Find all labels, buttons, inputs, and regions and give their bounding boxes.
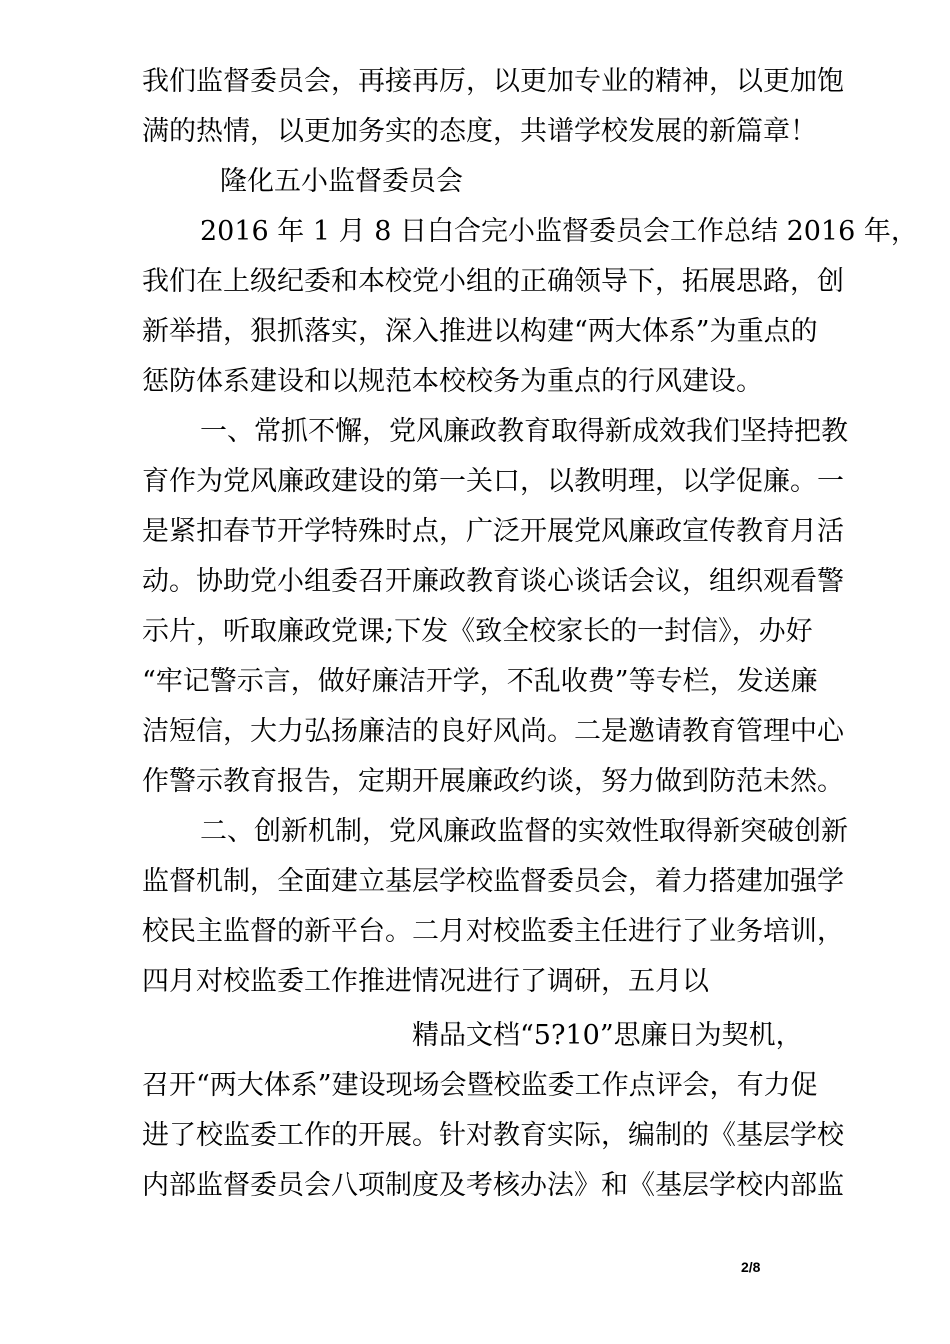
text-line: 作警示教育报告，定期开展廉政约谈，努力做到防范未然。 bbox=[142, 766, 844, 797]
text-line: 满的热情，以更加务实的态度，共谱学校发展的新篇章！ bbox=[142, 116, 817, 147]
text-line: 进了校监委工作的开展。针对教育实际，编制的《基层学校 bbox=[142, 1120, 844, 1151]
page-number: 2/8 bbox=[741, 1259, 761, 1275]
text-line: 示片，听取廉政党课;下发《致全校家长的一封信》，办好 bbox=[142, 616, 813, 647]
section-heading-line: 一、常抓不懈，党风廉政教育取得新成效我们坚持把教 bbox=[200, 416, 848, 447]
signature-line: 隆化五小监督委员会 bbox=[220, 166, 463, 197]
text-line: 新举措，狠抓落实，深入推进以构建“两大体系”为重点的 bbox=[142, 316, 818, 347]
text-line: 内部监督委员会八项制度及考核办法》和《基层学校内部监 bbox=[142, 1170, 844, 1201]
text-line: 校民主监督的新平台。二月对校监委主任进行了业务培训， bbox=[142, 916, 844, 947]
section-heading-line: 二、创新机制，党风廉政监督的实效性取得新突破创新 bbox=[200, 816, 848, 847]
text-line: 洁短信，大力弘扬廉洁的良好风尚。二是邀请教育管理中心 bbox=[142, 716, 844, 747]
text-line: 2016 年 1 月 8 日白合完小监督委员会工作总结 2016 年， bbox=[200, 216, 918, 247]
text-line: 惩防体系建设和以规范本校校务为重点的行风建设。 bbox=[142, 366, 763, 397]
text-line: 动。协助党小组委召开廉政教育谈心谈话会议，组织观看警 bbox=[142, 566, 844, 597]
text-line: “牢记警示言，做好廉洁开学，不乱收费”等专栏，发送廉 bbox=[142, 666, 818, 697]
text-line: 我们监督委员会，再接再厉，以更加专业的精神，以更加饱 bbox=[142, 66, 844, 97]
text-line: 育作为党风廉政建设的第一关口，以教明理，以学促廉。一 bbox=[142, 466, 844, 497]
text-line: 精品文档“5?10”思廉日为契机， bbox=[412, 1020, 803, 1051]
text-line: 四月对校监委工作推进情况进行了调研，五月以 bbox=[142, 966, 709, 997]
text-line: 我们在上级纪委和本校党小组的正确领导下，拓展思路，创 bbox=[142, 266, 844, 297]
text-line: 召开“两大体系”建设现场会暨校监委工作点评会，有力促 bbox=[142, 1070, 818, 1101]
text-line: 监督机制，全面建立基层学校监督委员会，着力搭建加强学 bbox=[142, 866, 844, 897]
text-line: 是紧扣春节开学特殊时点，广泛开展党风廉政宣传教育月活 bbox=[142, 516, 844, 547]
